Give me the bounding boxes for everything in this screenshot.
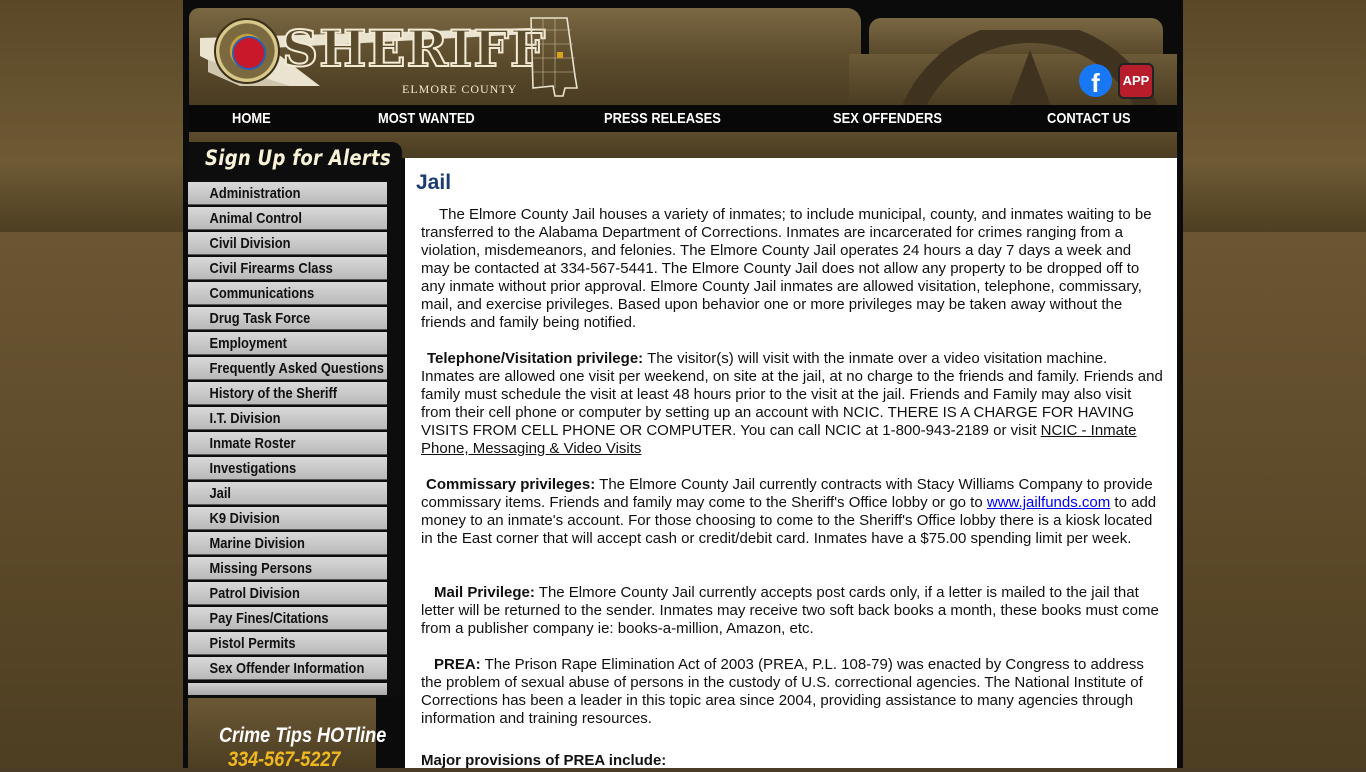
sidebar-item[interactable] — [188, 607, 387, 630]
sidebar-item[interactable] — [188, 657, 387, 680]
commissary-text-continued: to add money to an inmate's account. For those choosing to come to the Sheriff's Office lobby there is a kiosk located in the East corner that will accept cash or credit/debit card. Inmates have a $75.00 spending limit per week. — [421, 494, 1157, 547]
sidebar-item-label: I.T. Division — [209, 410, 281, 427]
sidebar-item[interactable] — [188, 332, 387, 355]
crime-tips-title: Crime Tips HOTline — [219, 724, 387, 747]
prea-paragraph — [421, 656, 1163, 728]
facebook-label: f — [1091, 68, 1100, 98]
sidebar-menu — [188, 182, 387, 682]
commissary-label: Commissary privileges: — [426, 476, 596, 493]
sidebar-item-label: Civil Firearms Class — [209, 260, 333, 277]
nav-most-wanted[interactable]: MOST WANTED — [378, 110, 475, 127]
sidebar-item[interactable] — [188, 507, 387, 530]
sheriff-badge-icon — [214, 18, 280, 84]
sidebar-item-label: Administration — [209, 185, 301, 202]
sidebar-item-label: Animal Control — [209, 210, 302, 227]
mail-paragraph — [421, 584, 1163, 638]
sidebar-item[interactable] — [188, 207, 387, 230]
page-title: Jail — [416, 171, 452, 194]
sidebar-item-label: Communications — [209, 285, 315, 302]
sidebar-item-label: Sex Offender Information — [209, 660, 365, 677]
sidebar-item[interactable] — [188, 557, 387, 580]
sidebar-item[interactable] — [188, 257, 387, 280]
sidebar-item-label: Patrol Division — [209, 585, 300, 602]
sidebar-item[interactable] — [188, 407, 387, 430]
sidebar-item[interactable] — [188, 282, 387, 305]
sidebar-item[interactable] — [188, 382, 387, 405]
app-label: APP — [1122, 73, 1150, 88]
mail-text: The Elmore County Jail currently accepts post cards only, if a letter is mailed to the jail that letter will be returned to the sender. Inmates may receive two soft back books a month, these books must come from a publisher company ie: books-a-million, Amazon, etc. — [421, 584, 1159, 637]
sidebar-item[interactable] — [188, 582, 387, 605]
nav-home[interactable]: HOME — [232, 110, 271, 127]
nav-contact-us[interactable]: CONTACT US — [1047, 110, 1131, 127]
nav-sex-offenders[interactable]: SEX OFFENDERS — [833, 110, 942, 127]
sidebar-item[interactable] — [188, 632, 387, 655]
alabama-map-icon — [527, 16, 581, 98]
sidebar-item-label: Jail — [209, 485, 232, 502]
sidebar-item-label: Marine Division — [209, 535, 305, 552]
sidebar-item[interactable] — [188, 182, 387, 205]
telephone-paragraph — [421, 350, 1163, 458]
sidebar-item-label: Frequently Asked Questions — [209, 360, 384, 377]
prea-text: The Prison Rape Elimination Act of 2003 (PREA, P.L. 108-79) was enacted by Congress to address the problem of sexual abuse of persons in the custody of U.S. correctional agencies. The National Institute of Corrections has been a leader in this topic area since 2004, providing assistance to many agencies through information and training resources. — [421, 656, 1144, 727]
sidebar-item[interactable] — [188, 357, 387, 380]
sidebar-item-label: History of the Sheriff — [209, 385, 338, 402]
main-content — [405, 158, 1177, 768]
main-nav — [189, 105, 1177, 132]
sign-up-alerts-button[interactable]: Sign Up for Alerts — [205, 146, 391, 170]
sidebar-item-label: Pistol Permits — [209, 635, 296, 652]
commissary-text: The Elmore County Jail currently contracts with Stacy Williams Company to provide commissary items. Friends and family may come to the Sheriff's Office lobby or go to — [421, 476, 1153, 511]
prea-provisions-heading — [421, 752, 1163, 768]
sidebar-item[interactable] — [188, 457, 387, 480]
prea-provisions-label: Major provisions of PREA include: — [421, 752, 667, 768]
sidebar-item-label: Employment — [209, 335, 287, 352]
site-title: SHERIFF — [282, 19, 547, 78]
sidebar-item[interactable] — [188, 432, 387, 455]
ncic-link[interactable]: NCIC - Inmate Phone, Messaging & Video Visits — [421, 422, 1137, 457]
mail-label: Mail Privilege: — [434, 584, 535, 601]
sidebar-item-label: Drug Task Force — [209, 310, 311, 327]
sidebar-item-label: Missing Persons — [209, 560, 313, 577]
sidebar-item-label: Investigations — [209, 460, 297, 477]
site-subtitle: ELMORE COUNTY — [402, 82, 518, 96]
commissary-paragraph — [421, 476, 1163, 548]
prea-label: PREA: — [434, 656, 481, 673]
sidebar-item[interactable] — [188, 232, 387, 255]
facebook-icon[interactable] — [1079, 64, 1112, 97]
state-flag-icon — [232, 36, 266, 70]
sidebar-item-label: Civil Division — [209, 235, 291, 252]
intro-paragraph — [421, 206, 1163, 332]
sidebar-item-label: Inmate Roster — [209, 435, 296, 452]
intro-text: The Elmore County Jail houses a variety of inmates; to include municipal, county, and inmates waiting to be transferred to the Alabama Department of Corrections. Inmates are incarcerated for crimes ranging from a violation, misdemeanors, and felonies. The Elmore County Jail operates 24 hours a day 7 days a week and may be contacted at 334-567-5441. The Elmore County Jail does not allow any property to be dropped off to any inmate without prior approval. Elmore County Jail inmates are allowed visitation, telephone, commissary, mail, and exercise privileges. Based upon behavior one or more privileges may be taken away without the friends and family being notified. — [421, 206, 1152, 331]
telephone-text: The visitor(s) will visit with the inmate over a video visitation machine. Inmates are allowed one visit per weekend, on site at the jail, at no charge to the friends and family. Friends and family must schedule the visit at least 48 hours prior to the visit at the jail. Friends and Family may also visit from their cell phone or computer by setting up an account with NCIC. THERE IS A CHARGE FOR HAVING VISITS FROM CELL PHONE OR COMPUTER. You can call NCIC at 1-800-943-2189 or visit — [421, 350, 1163, 439]
sidebar-item-label: K9 Division — [209, 510, 280, 527]
sidebar-item-jail[interactable] — [188, 482, 387, 505]
sidebar-item-label: Pay Fines/Citations — [209, 610, 329, 627]
telephone-label: Telephone/Visitation privilege: — [427, 350, 644, 367]
sidebar-item[interactable] — [188, 532, 387, 555]
jailfunds-link[interactable]: www.jailfunds.com — [986, 494, 1111, 511]
sidebar-menu-footer — [188, 683, 387, 695]
crime-tips-phone[interactable]: 334-567-5227 — [228, 748, 341, 771]
nav-press-releases[interactable]: PRESS RELEASES — [604, 110, 721, 127]
app-icon[interactable] — [1118, 63, 1154, 99]
sidebar-item[interactable] — [188, 307, 387, 330]
